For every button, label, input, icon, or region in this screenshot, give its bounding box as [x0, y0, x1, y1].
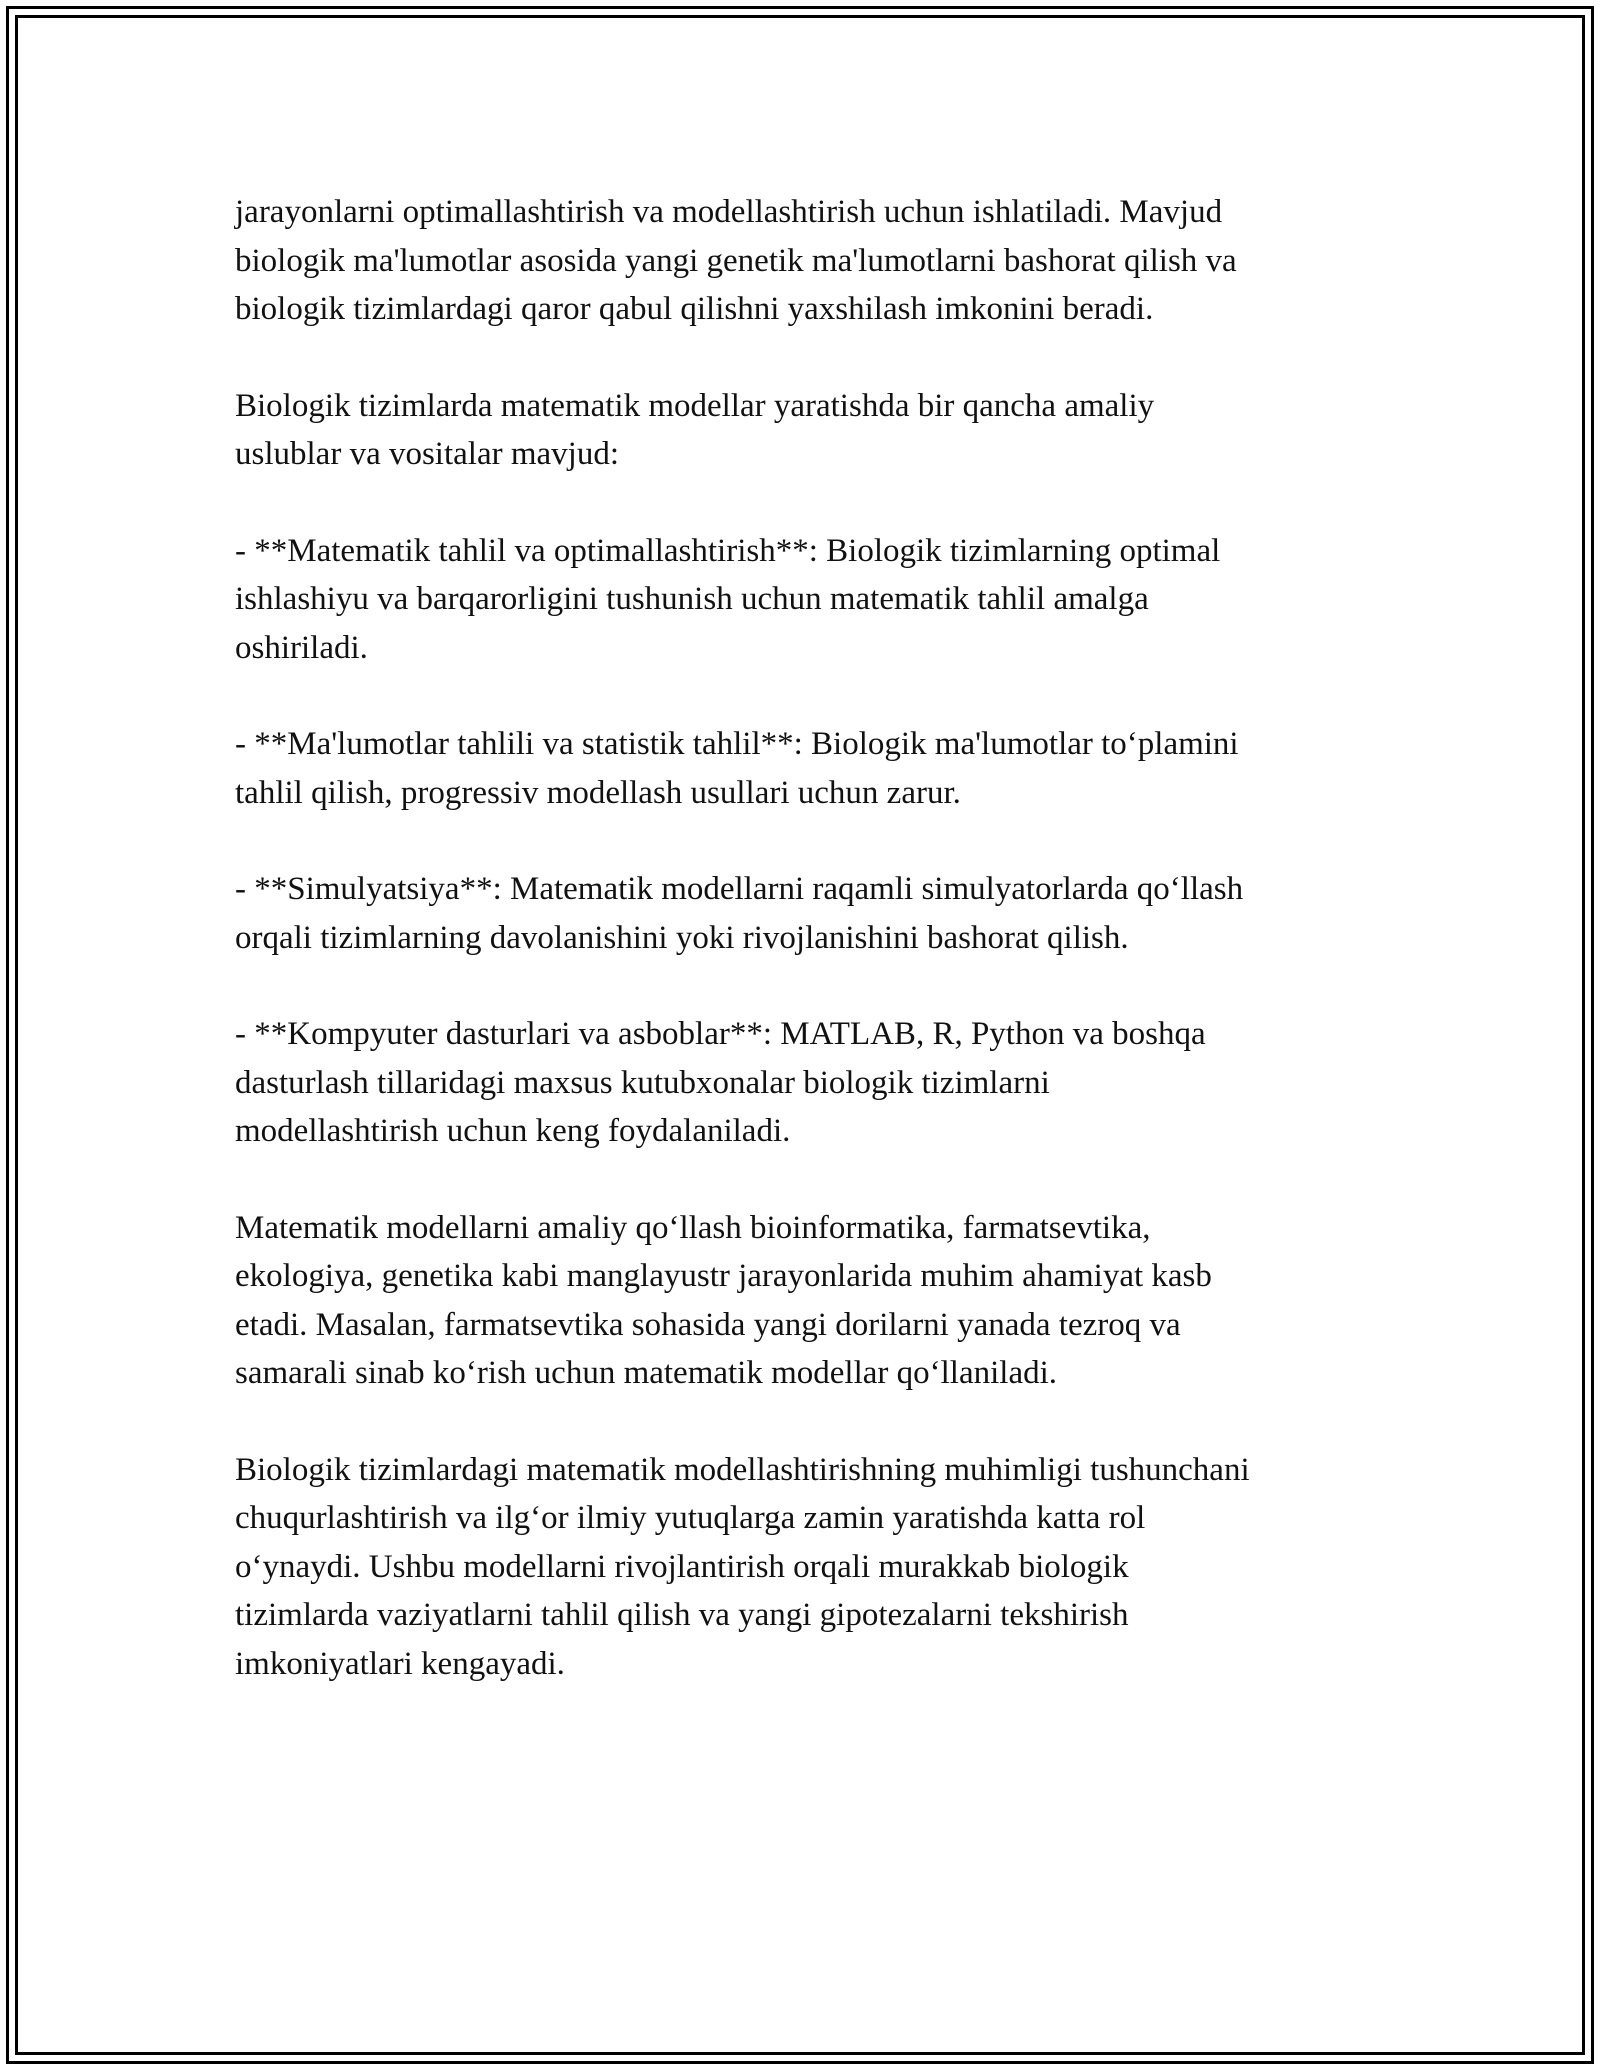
text-line: tahlil qilish, progressiv modellash usullari uchun zarur.	[235, 774, 961, 811]
document-body	[235, 188, 1375, 1736]
text-line: - **Kompyuter dasturlari va asboblar**: MATLAB, R, Python va boshqa	[235, 1016, 1206, 1052]
text-line: ishlashiyu va barqarorligini tushunish uchun matematik tahlil amalga	[235, 581, 1149, 617]
text-line: uslublar va vositalar mavjud:	[235, 436, 619, 472]
text-line: etadi. Masalan, farmatsevtika sohasida yangi dorilarni yanada tezroq va	[235, 1306, 1181, 1343]
text-line: orqali tizimlarning davolanishini yoki rivojlanishini bashorat qilish.	[235, 919, 1129, 956]
text-line: dasturlash tillaridagi maxsus kutubxonalar biologik tizimlarni	[235, 1064, 1050, 1101]
text-line: o‘ynaydi. Ushbu modellarni rivojlantirish orqali murakkab biologik	[235, 1548, 1129, 1585]
text-line: - **Matematik tahlil va optimallashtirish**: Biologik tizimlarning optimal	[235, 532, 1221, 569]
list-item-kompyuter-dasturlari	[235, 1010, 1375, 1156]
text-line: biologik tizimlardagi qaror qabul qilishni yaxshilash imkonini beradi.	[235, 291, 1154, 327]
list-item-malumotlar-tahlili	[235, 720, 1375, 817]
paragraph-7	[235, 1204, 1375, 1398]
text-line: samarali sinab ko‘rish uchun matematik modellar qo‘llaniladi.	[235, 1355, 1058, 1391]
text-line: jarayonlarni optimallashtirish va modellashtirish uchun ishlatiladi. Mavjud	[235, 194, 1223, 230]
paragraph-1	[235, 188, 1375, 334]
text-line: oshiriladi.	[235, 629, 368, 666]
text-line: biologik ma'lumotlar asosida yangi genetik ma'lumotlarni bashorat qilish va	[235, 242, 1237, 279]
paragraph-8	[235, 1446, 1375, 1689]
text-line: Biologik tizimlarda matematik modellar yaratishda bir qancha amaliy	[235, 387, 1155, 424]
text-line: modellashtirish uchun keng foydalaniladi.	[235, 1113, 791, 1149]
text-line: - **Ma'lumotlar tahlili va statistik tahlil**: Biologik ma'lumotlar to‘plamini	[235, 726, 1239, 762]
list-item-simulyatsiya	[235, 865, 1375, 962]
text-line: Matematik modellarni amaliy qo‘llash bioinformatika, farmatsevtika,	[235, 1209, 1151, 1246]
text-line: chuqurlashtirish va ilg‘or ilmiy yutuqlarga zamin yaratishda katta rol	[235, 1500, 1146, 1536]
text-line: ekologiya, genetika kabi manglayustr jarayonlarida muhim ahamiyat kasb	[235, 1258, 1212, 1294]
text-line: - **Simulyatsiya**: Matematik modellarni raqamli simulyatorlarda qo‘llash	[235, 871, 1244, 907]
list-item-matematik-tahlil	[235, 527, 1375, 673]
text-line: imkoniyatlari kengayadi.	[235, 1645, 565, 1682]
text-line: Biologik tizimlardagi matematik modellashtirishning muhimligi tushunchani	[235, 1451, 1250, 1488]
text-line: tizimlarda vaziyatlarni tahlil qilish va yangi gipotezalarni tekshirish	[235, 1597, 1129, 1633]
paragraph-2	[235, 382, 1375, 479]
